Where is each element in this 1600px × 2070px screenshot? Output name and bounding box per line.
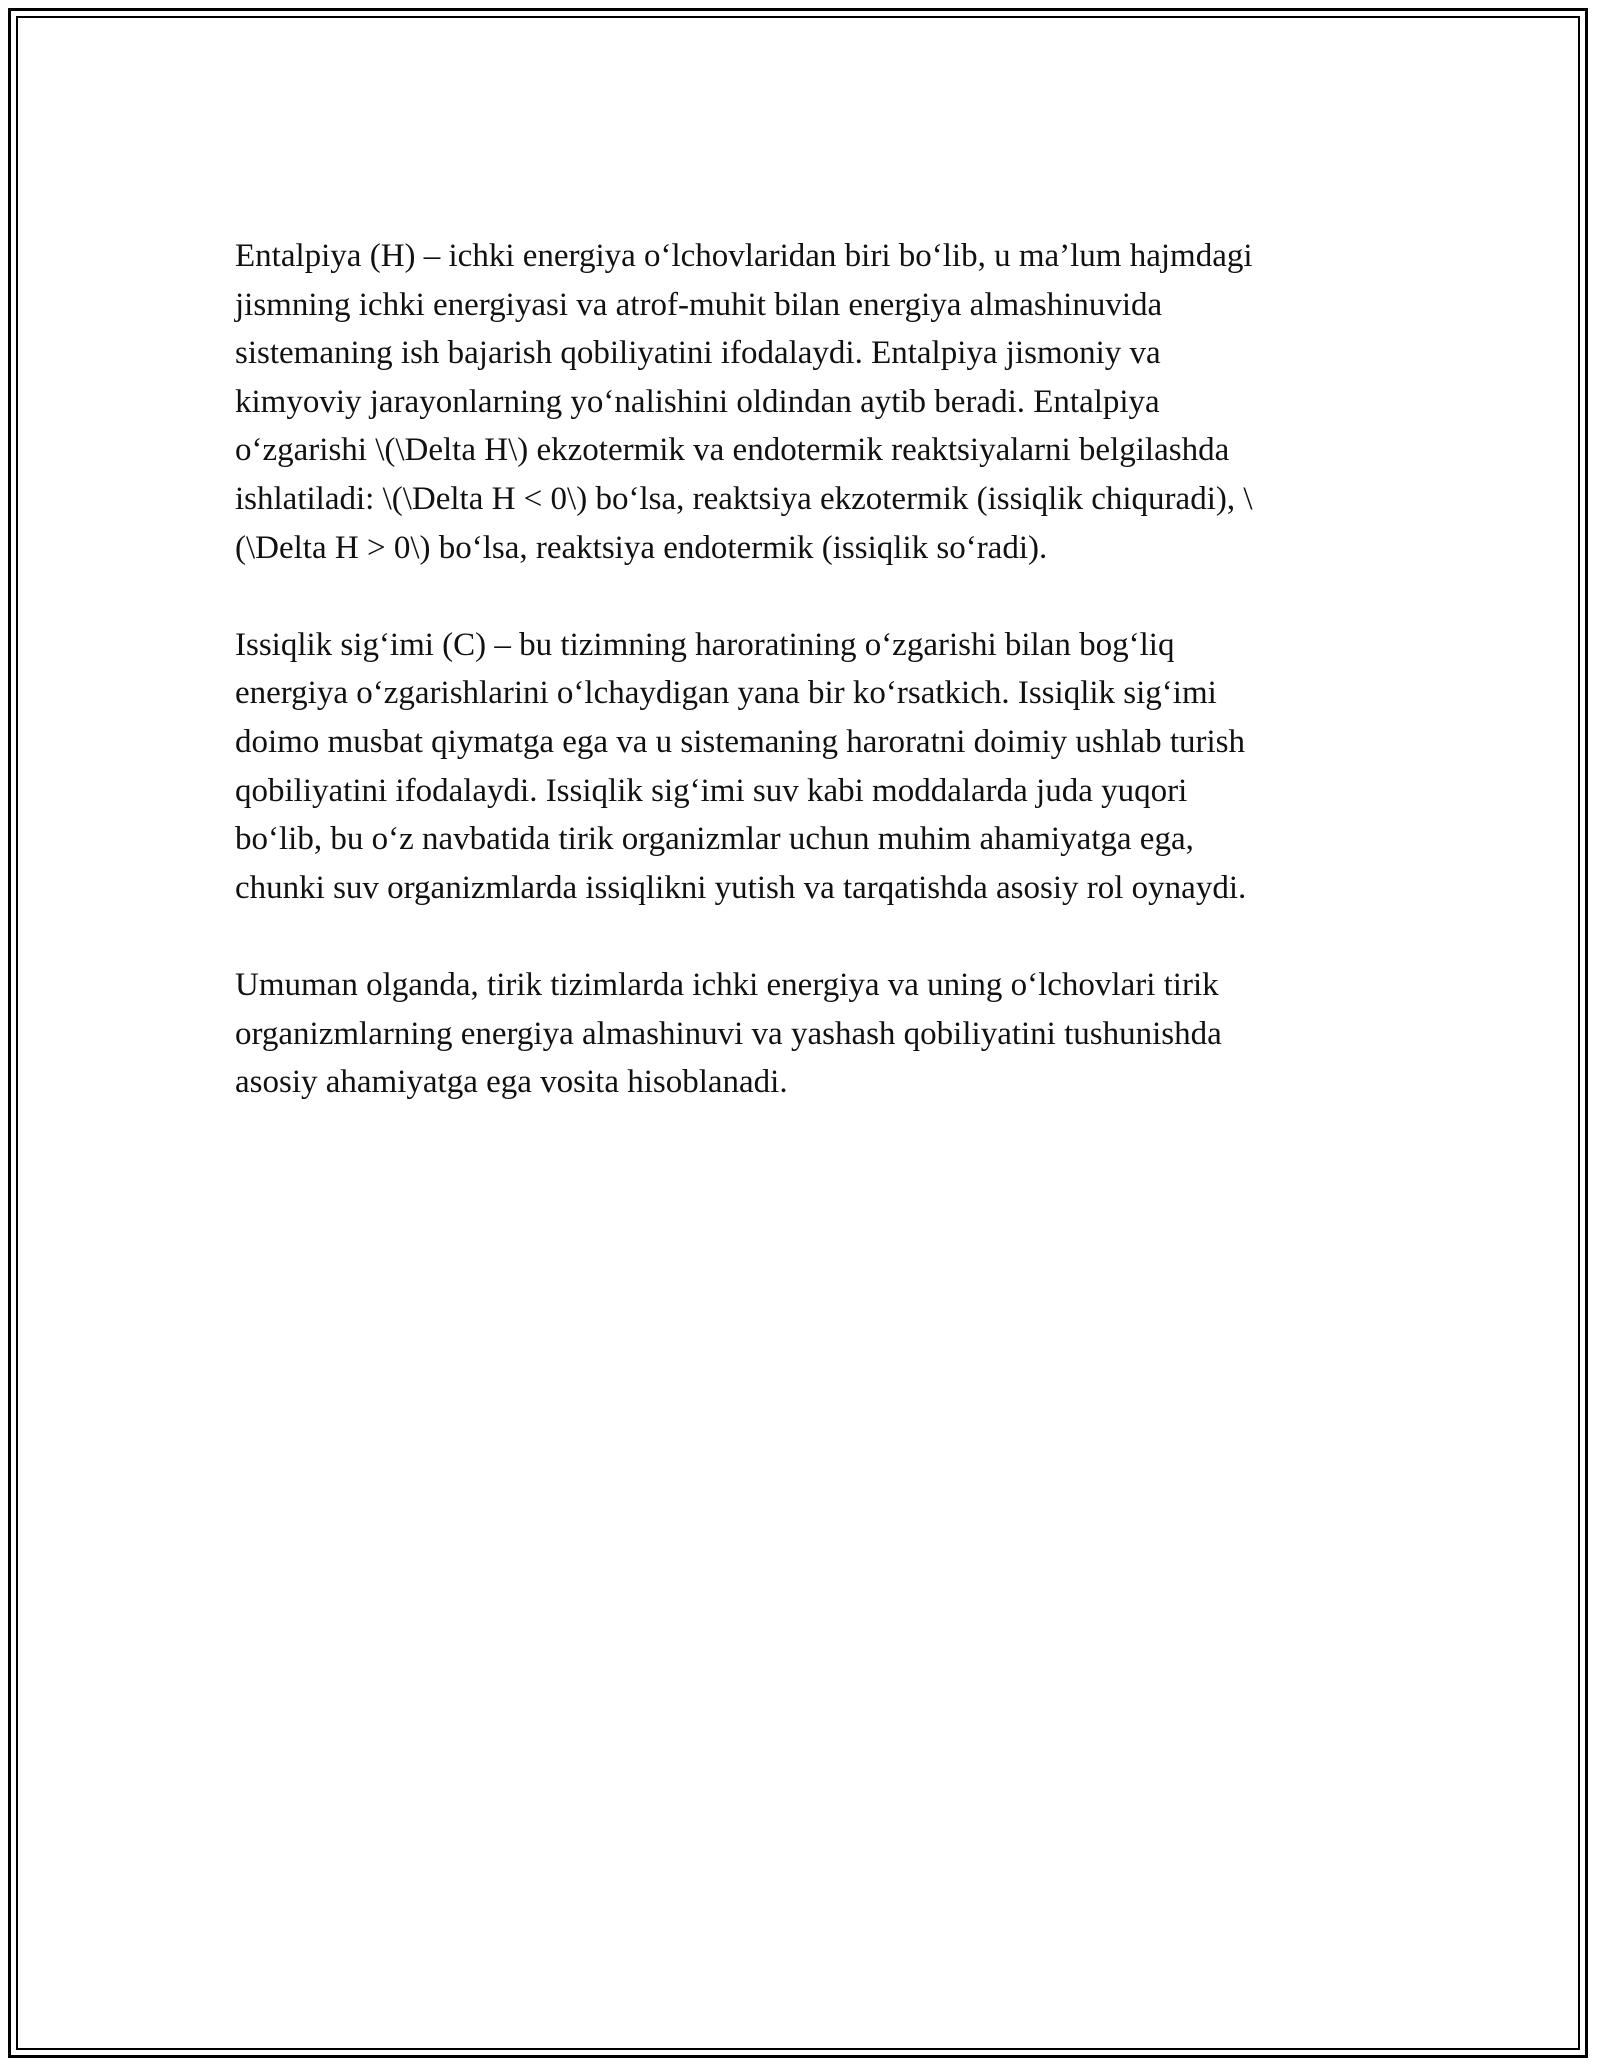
text-line: sistemaning ish bajarish qobiliyatini ifodalaydi. Entalpiya jismoniy va [235, 335, 1161, 372]
paragraph-conclusion [235, 961, 1375, 1107]
text-line: ishlatiladi: \(\Delta H < 0\) bo‘lsa, reaktsiya ekzotermik (issiqlik chiquradi), \ [235, 480, 1253, 517]
text-line: doimo musbat qiymatga ega va u sistemaning haroratni doimiy ushlab turish [235, 723, 1245, 760]
text-line: jismning ichki energiyasi va atrof-muhit bilan energiya almashinuvida [235, 286, 1163, 323]
text-line: kimyoviy jarayonlarning yo‘nalishini oldindan aytib beradi. Entalpiya [235, 383, 1160, 420]
text-line: energiya o‘zgarishlarini o‘lchaydigan yana bir ko‘rsatkich. Issiqlik sig‘imi [235, 675, 1217, 712]
text-line: bo‘lib, bu o‘z navbatida tirik organizmlar uchun muhim ahamiyatga ega, [235, 821, 1194, 858]
paragraph-heat-capacity [235, 621, 1375, 913]
text-line: chunki suv organizmlarda issiqlikni yutish va tarqatishda asosiy rol oynaydi. [235, 869, 1247, 906]
paragraph-enthalpy [235, 232, 1375, 572]
text-line: qobiliyatini ifodalaydi. Issiqlik sig‘imi suv kabi moddalarda juda yuqori [235, 772, 1188, 809]
text-line: asosiy ahamiyatga ega vosita hisoblanadi. [235, 1064, 788, 1101]
text-line: Issiqlik sig‘imi (C) – bu tizimning haroratining o‘zgarishi bilan bog‘liq [235, 626, 1175, 663]
document-body [235, 232, 1375, 1107]
text-line: organizmlarning energiya almashinuvi va yashash qobiliyatini tushunishda [235, 1015, 1222, 1052]
text-line: o‘zgarishi \(\Delta H\) ekzotermik va endotermik reaktsiyalarni belgilashda [235, 432, 1230, 469]
text-line: Entalpiya (H) – ichki energiya o‘lchovlaridan biri bo‘lib, u ma’lum hajmdagi [235, 238, 1253, 274]
text-line: Umuman olganda, tirik tizimlarda ichki energiya va uning o‘lchovlari tirik [235, 966, 1219, 1003]
text-line: (\Delta H > 0\) bo‘lsa, reaktsiya endotermik (issiqlik so‘radi). [235, 529, 1048, 566]
